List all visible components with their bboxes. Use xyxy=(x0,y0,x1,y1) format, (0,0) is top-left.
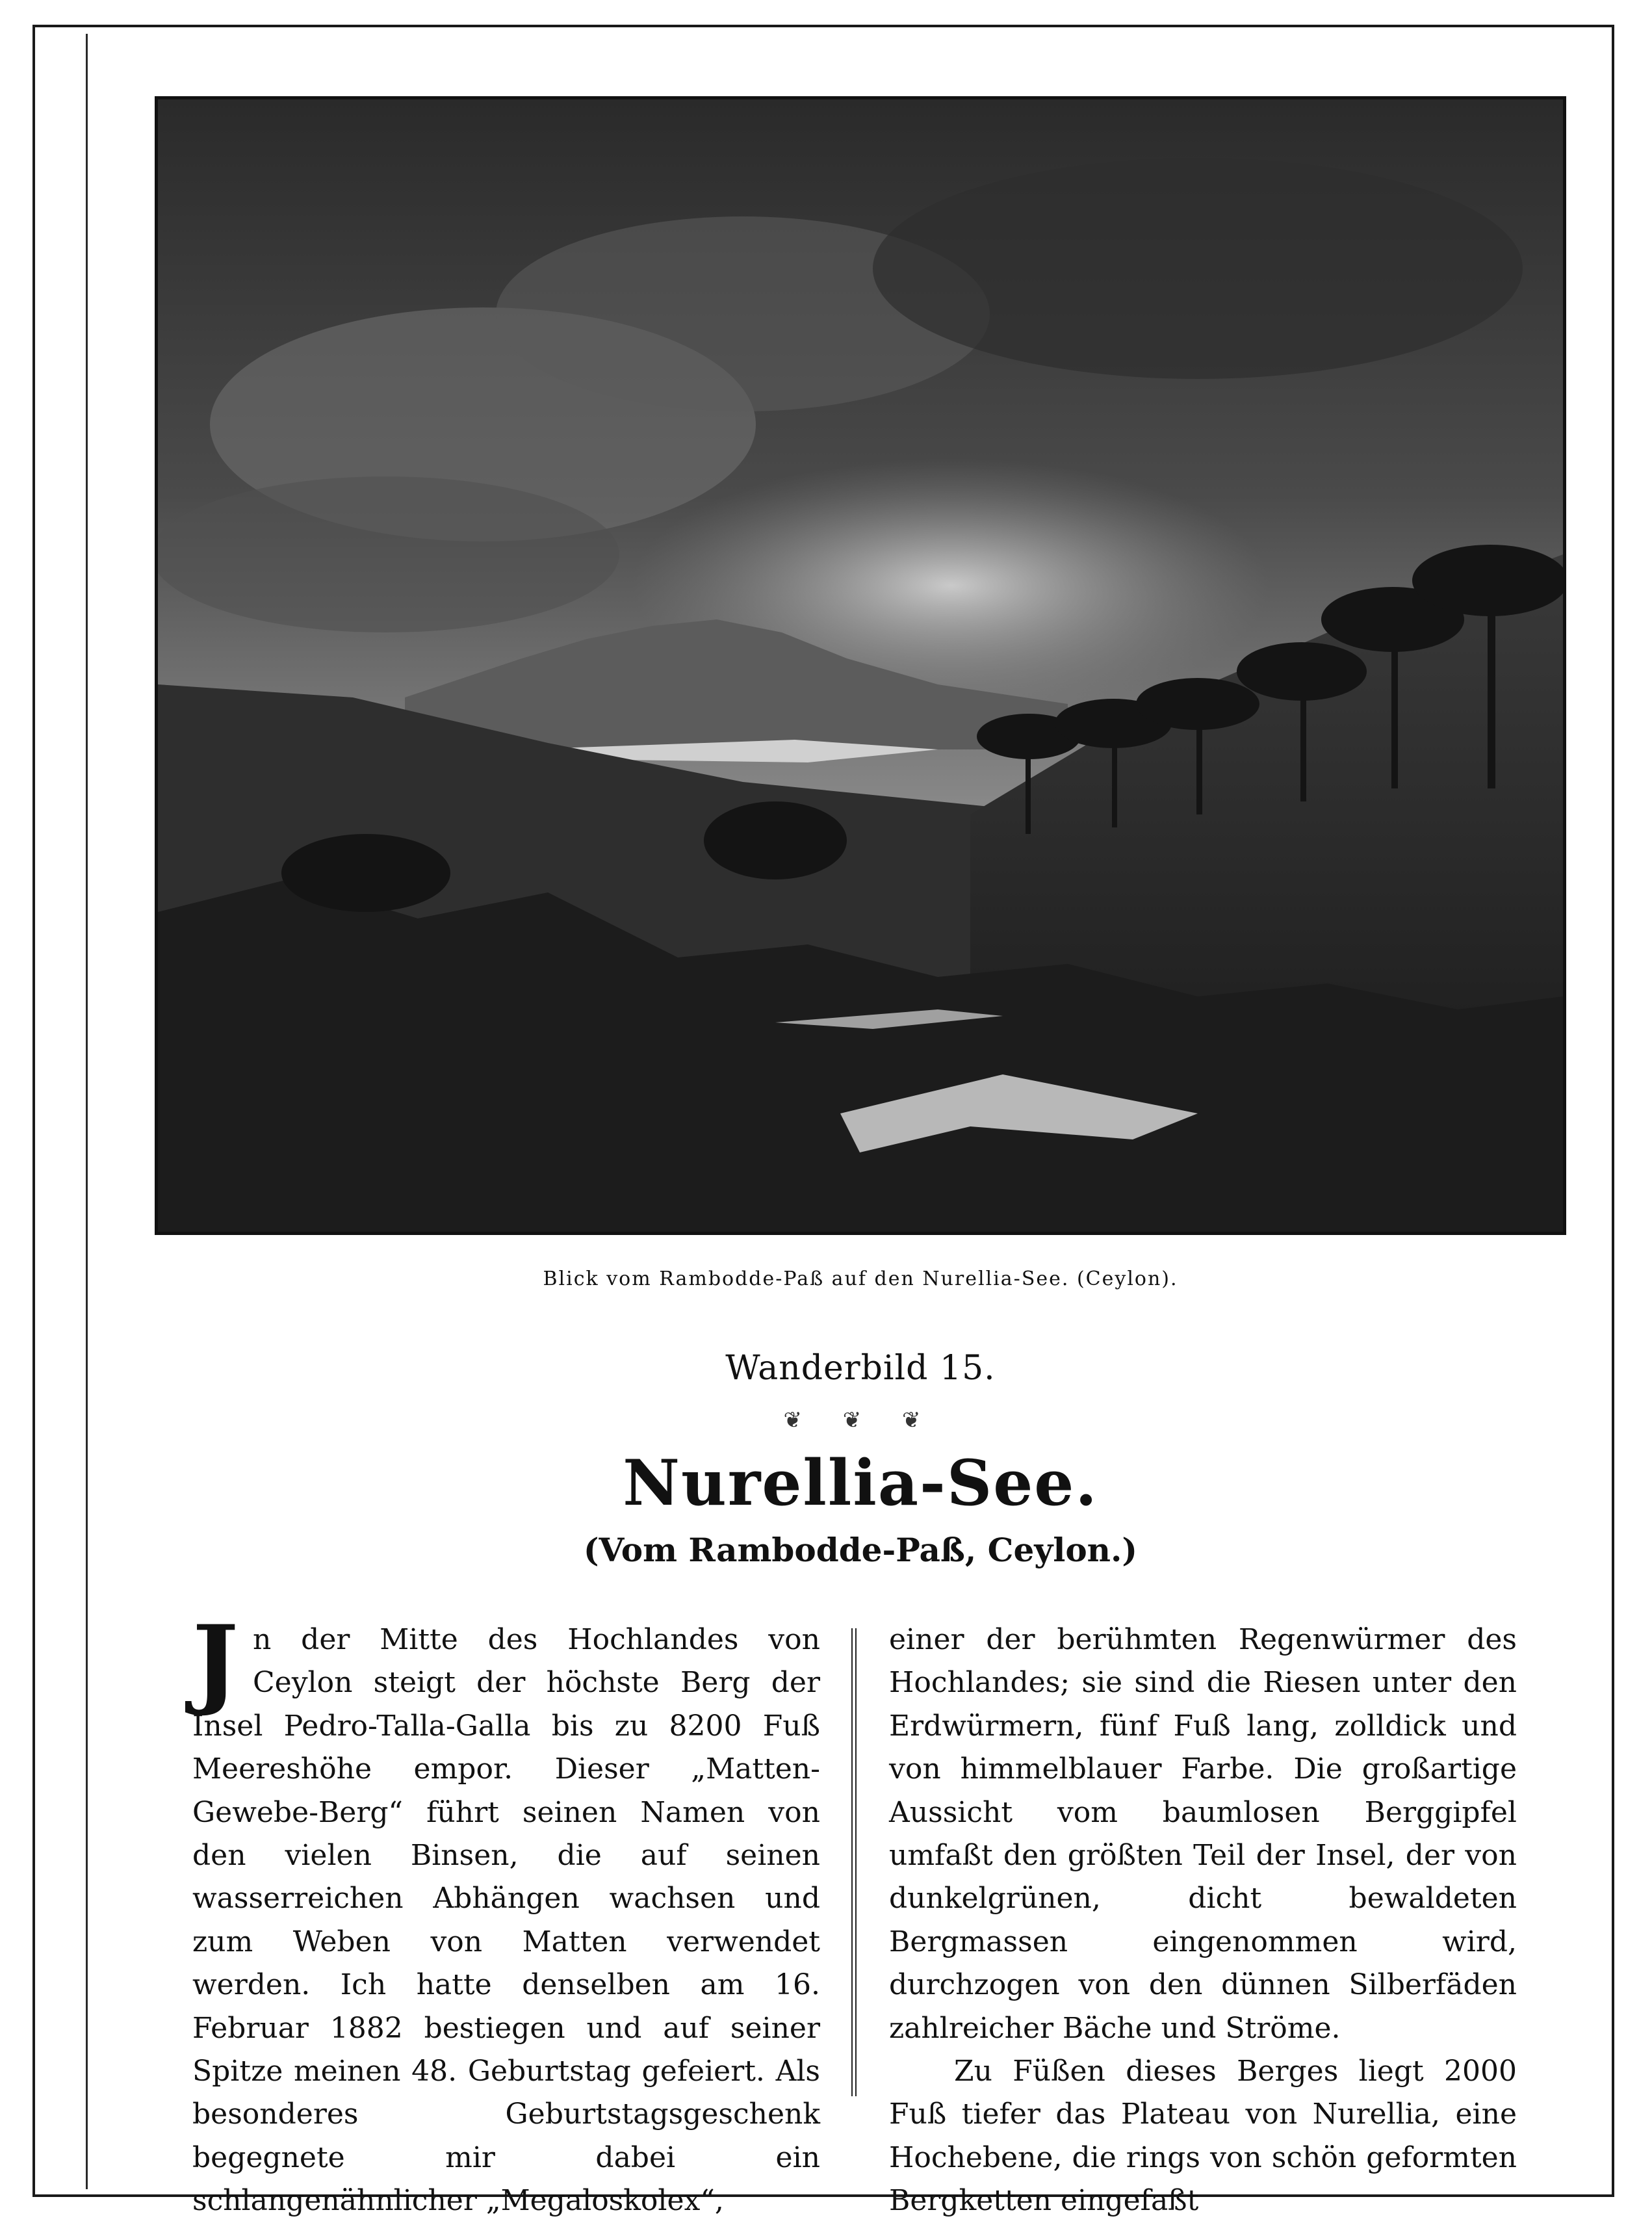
paragraph-1-continued: einer der berühmten Regenwürmer des Hochlandes; sie sind die Riesen unter den Erdwürmern, fünf Fuß lang, zolldick und von himmelblauer Farbe. Die großartige Aussicht vom baumlosen Berggipfel umfaßt den größten Teil der Insel, der von dunkelgrünen, dicht bewaldeten Bergmassen eingenommen wird, durchzogen von den dünnen Silberfäden zahlreicher Bäche und Ströme. xyxy=(889,1623,1517,2045)
paragraph-1 xyxy=(192,1604,820,2223)
section-kicker: Wanderbild 15. xyxy=(725,1349,996,1388)
text-column-left xyxy=(192,1604,820,2223)
photo-caption: Blick vom Rambodde-Paß auf den Nurellia-See. (Ceylon). xyxy=(543,1268,1178,1290)
text-column-right xyxy=(889,1618,1517,2223)
paragraph-1-text: n der Mitte des Hochlandes von Ceylon steigt der höchste Berg der Insel Pedro-Talla-Galla bis zu 8200 Fuß Meereshöhe empor. Dieser „Matten-Gewebe-Berg“ führt seinen Namen von den vielen Binsen, die auf seinen wasserreichen Abhängen wachsen und zum Weben von Matten verwendet werden. Ich hatte denselben am 16. Februar 1882 bestiegen und auf seiner Spitze meinen 48. Geburtstag gefeiert. Als besonderes Geburtstagsgeschenk begegnete mir dabei ein schlangenähnlicher „Megaloskolex“, xyxy=(192,1623,820,2218)
page-title: Nurellia-See. xyxy=(623,1446,1098,1520)
drop-cap: J xyxy=(192,1604,239,1719)
column-divider xyxy=(851,1628,857,2096)
landscape-photograph xyxy=(155,96,1566,1235)
page-subtitle: (Vom Rambodde-Paß, Ceylon.) xyxy=(583,1531,1138,1569)
paragraph-2: Zu Füßen dieses Berges liegt 2000 Fuß tiefer das Plateau von Nurellia, eine Hochebene, die rings von schön geformten Bergketten eingefaßt xyxy=(889,2055,1517,2218)
ornament-divider: ❦ ❦ ❦ xyxy=(783,1407,938,1433)
